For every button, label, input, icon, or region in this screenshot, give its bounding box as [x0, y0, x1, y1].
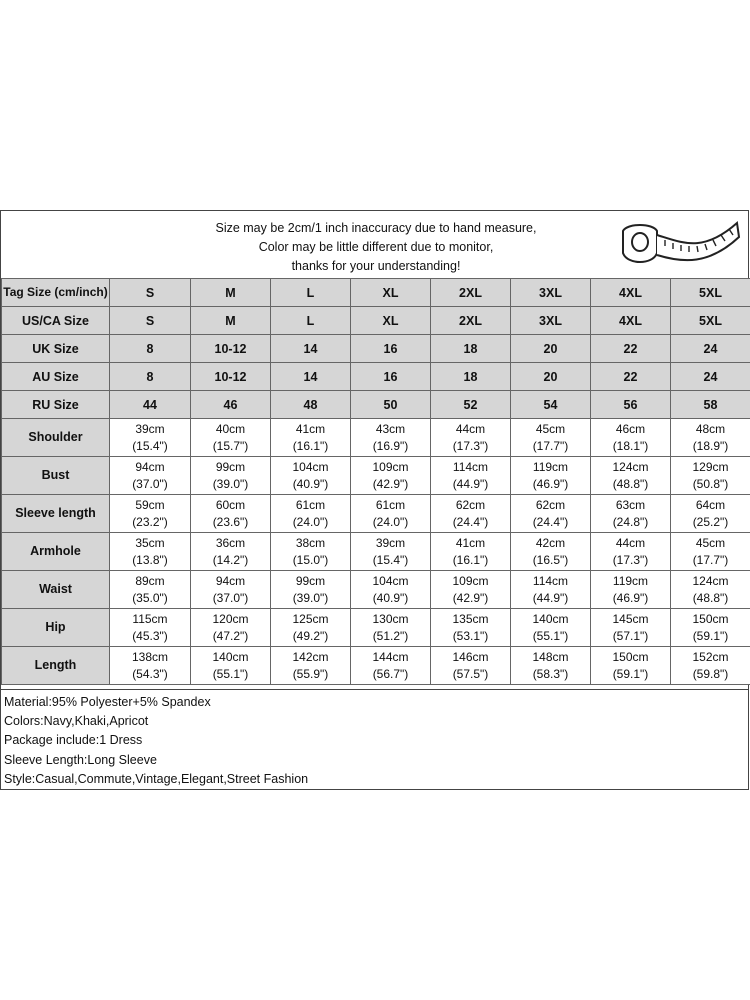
table-cell: 10-12 [191, 363, 271, 391]
cell-cm-value: 150cm [692, 611, 729, 626]
cell-inch-value: (16.1") [452, 552, 489, 567]
table-cell: 56 [591, 391, 671, 419]
table-cell: 10-12 [191, 335, 271, 363]
table-cell [511, 495, 591, 533]
table-cell: 24 [671, 363, 750, 391]
cell-inch-value: (53.1") [452, 628, 489, 643]
cell-cm-value: 119cm [532, 459, 569, 474]
cell-inch-value: (14.2") [212, 552, 249, 567]
table-cell: 46 [191, 391, 271, 419]
table-cell [271, 609, 351, 647]
cell-cm-value: 41cm [455, 535, 486, 550]
cell-cm-value: 152cm [692, 649, 729, 664]
table-cell: L [271, 307, 351, 335]
cell-cm-value: 36cm [215, 535, 246, 550]
table-cell [191, 609, 271, 647]
cell-cm-value: 144cm [372, 649, 409, 664]
table-cell: 8 [110, 363, 191, 391]
cell-inch-value: (39.0") [212, 476, 249, 491]
table-cell [511, 457, 591, 495]
cell-inch-value: (17.7") [692, 552, 729, 567]
row-label: Length [2, 647, 110, 685]
row-label: Bust [2, 457, 110, 495]
table-cell [351, 457, 431, 495]
table-cell [351, 647, 431, 685]
cell-inch-value: (13.8") [132, 552, 168, 567]
table-cell [271, 495, 351, 533]
table-cell [511, 571, 591, 609]
cell-inch-value: (59.8") [692, 666, 729, 681]
cell-cm-value: 60cm [215, 497, 246, 512]
table-cell [110, 609, 191, 647]
table-row [2, 307, 750, 335]
table-cell [191, 533, 271, 571]
table-cell [351, 571, 431, 609]
cell-inch-value: (46.9") [532, 476, 569, 491]
table-row [2, 419, 750, 457]
product-info [1, 689, 748, 789]
table-row-tag-size [2, 279, 750, 307]
cell-cm-value: 62cm [535, 497, 566, 512]
size-chart [0, 210, 749, 790]
cell-inch-value: (25.2") [692, 514, 729, 529]
cell-cm-value: 109cm [452, 573, 489, 588]
table-cell [351, 609, 431, 647]
cell-cm-value: 48cm [695, 421, 726, 436]
cell-cm-value: 42cm [535, 535, 566, 550]
cell-cm-value: 120cm [212, 611, 249, 626]
cell-cm-value: 94cm [215, 573, 246, 588]
cell-cm-value: 61cm [375, 497, 406, 512]
row-label: Shoulder [2, 419, 110, 457]
table-cell: M [191, 307, 271, 335]
table-cell [271, 533, 351, 571]
table-cell [431, 419, 511, 457]
cell-cm-value: 63cm [615, 497, 646, 512]
table-cell [671, 647, 750, 685]
cell-inch-value: (49.2") [292, 628, 329, 643]
cell-cm-value: 129cm [692, 459, 729, 474]
cell-cm-value: 39cm [375, 535, 406, 550]
table-cell [591, 495, 671, 533]
cell-inch-value: (24.0") [292, 514, 329, 529]
cell-inch-value: (59.1") [692, 628, 729, 643]
cell-inch-value: (15.0") [292, 552, 329, 567]
table-cell: 18 [431, 335, 511, 363]
table-cell [671, 571, 750, 609]
size-header-cell: M [191, 279, 271, 307]
table-cell [591, 533, 671, 571]
cell-inch-value: (16.5") [532, 552, 569, 567]
table-cell [431, 457, 511, 495]
cell-inch-value: (24.4") [532, 514, 569, 529]
table-cell [511, 419, 591, 457]
cell-inch-value: (42.9") [372, 476, 409, 491]
size-table [1, 278, 750, 685]
table-cell [511, 533, 591, 571]
cell-inch-value: (40.9") [372, 590, 409, 605]
info-sleeve-length: Sleeve Length:Long Sleeve [4, 752, 157, 767]
cell-cm-value: 39cm [135, 421, 165, 436]
table-cell: 50 [351, 391, 431, 419]
cell-inch-value: (40.9") [292, 476, 329, 491]
table-row [2, 457, 750, 495]
table-cell [431, 571, 511, 609]
cell-inch-value: (37.0") [212, 590, 249, 605]
cell-cm-value: 114cm [532, 573, 569, 588]
size-header-cell: XL [351, 279, 431, 307]
table-cell [271, 457, 351, 495]
cell-cm-value: 140cm [212, 649, 249, 664]
table-cell [110, 571, 191, 609]
cell-inch-value: (16.9") [372, 438, 409, 453]
cell-inch-value: (50.8") [692, 476, 729, 491]
table-cell: 8 [110, 335, 191, 363]
table-cell [191, 495, 271, 533]
cell-cm-value: 145cm [612, 611, 649, 626]
cell-inch-value: (16.1") [292, 438, 329, 453]
table-cell: 2XL [431, 307, 511, 335]
info-material: Material:95% Polyester+5% Spandex [4, 695, 211, 709]
cell-inch-value: (57.1") [612, 628, 649, 643]
cell-cm-value: 140cm [532, 611, 569, 626]
cell-inch-value: (17.7") [532, 438, 569, 453]
cell-inch-value: (17.3") [612, 552, 649, 567]
cell-inch-value: (44.9") [452, 476, 489, 491]
cell-inch-value: (46.9") [612, 590, 649, 605]
cell-cm-value: 45cm [535, 421, 566, 436]
row-label: Hip [2, 609, 110, 647]
cell-inch-value: (15.7") [212, 438, 249, 453]
table-row [2, 335, 750, 363]
chart-header [1, 211, 748, 279]
cell-inch-value: (44.9") [532, 590, 569, 605]
cell-cm-value: 104cm [292, 459, 329, 474]
table-cell: 14 [271, 363, 351, 391]
cell-cm-value: 43cm [375, 421, 406, 436]
row-label: Sleeve length [2, 495, 110, 533]
size-header-cell: 5XL [671, 279, 750, 307]
table-cell: S [110, 307, 191, 335]
table-cell [271, 571, 351, 609]
table-cell: 22 [591, 363, 671, 391]
header-line: thanks for your understanding! [291, 259, 461, 273]
cell-cm-value: 138cm [131, 649, 169, 664]
table-row [2, 533, 750, 571]
info-style: Style:Casual,Commute,Vintage,Elegant,Street Fashion [4, 771, 309, 786]
table-cell [591, 647, 671, 685]
cell-cm-value: 142cm [292, 649, 329, 664]
cell-cm-value: 124cm [612, 459, 649, 474]
cell-cm-value: 146cm [452, 649, 489, 664]
size-header-cell: 4XL [591, 279, 671, 307]
cell-inch-value: (35.0") [132, 590, 168, 605]
table-cell: 16 [351, 363, 431, 391]
table-cell: XL [351, 307, 431, 335]
table-cell [591, 457, 671, 495]
cell-cm-value: 61cm [295, 497, 326, 512]
size-header-cell: L [271, 279, 351, 307]
cell-cm-value: 125cm [292, 611, 329, 626]
table-cell [351, 533, 431, 571]
cell-inch-value: (23.2") [132, 514, 168, 529]
cell-inch-value: (24.0") [372, 514, 409, 529]
table-cell: 22 [591, 335, 671, 363]
table-cell: 4XL [591, 307, 671, 335]
cell-inch-value: (56.7") [372, 666, 409, 681]
table-cell: 16 [351, 335, 431, 363]
cell-inch-value: (42.9") [452, 590, 489, 605]
cell-cm-value: 35cm [135, 535, 165, 550]
cell-cm-value: 135cm [452, 611, 489, 626]
table-cell [671, 533, 750, 571]
size-header-cell: S [110, 279, 191, 307]
cell-inch-value: (15.4") [372, 552, 409, 567]
table-row [2, 647, 750, 685]
cell-inch-value: (48.8") [692, 590, 729, 605]
measuring-tape-icon [613, 213, 743, 273]
row-label: AU Size [2, 363, 110, 391]
cell-cm-value: 150cm [612, 649, 649, 664]
cell-cm-value: 46cm [615, 421, 646, 436]
cell-cm-value: 119cm [612, 573, 649, 588]
table-cell [191, 457, 271, 495]
info-colors: Colors:Navy,Khaki,Apricot [4, 714, 149, 729]
table-cell [431, 533, 511, 571]
table-row [2, 391, 750, 419]
row-label: Waist [2, 571, 110, 609]
cell-cm-value: 148cm [532, 649, 569, 664]
header-line: Color may be little different due to monitor, [258, 240, 494, 254]
cell-cm-value: 130cm [372, 611, 409, 626]
cell-inch-value: (55.9") [292, 666, 329, 681]
size-header-cell: 3XL [511, 279, 591, 307]
table-cell [271, 647, 351, 685]
table-cell: 48 [271, 391, 351, 419]
cell-cm-value: 109cm [372, 459, 409, 474]
table-cell [591, 609, 671, 647]
cell-inch-value: (55.1") [212, 666, 249, 681]
table-cell: 20 [511, 335, 591, 363]
cell-inch-value: (47.2") [212, 628, 249, 643]
table-cell: 5XL [671, 307, 750, 335]
table-row [2, 609, 750, 647]
cell-inch-value: (57.5") [452, 666, 489, 681]
table-cell: 44 [110, 391, 191, 419]
table-cell: 3XL [511, 307, 591, 335]
table-cell [271, 419, 351, 457]
cell-cm-value: 44cm [455, 421, 486, 436]
cell-inch-value: (51.2") [372, 628, 409, 643]
table-cell [671, 609, 750, 647]
table-cell [110, 533, 191, 571]
cell-cm-value: 124cm [692, 573, 729, 588]
table-cell [110, 495, 191, 533]
row-label: UK Size [2, 335, 110, 363]
cell-cm-value: 44cm [615, 535, 646, 550]
table-cell [110, 419, 191, 457]
cell-inch-value: (18.1") [612, 438, 649, 453]
table-cell [671, 457, 750, 495]
table-cell [351, 419, 431, 457]
header-line: Size may be 2cm/1 inch inaccuracy due to hand measure, [215, 221, 537, 235]
cell-cm-value: 41cm [295, 421, 326, 436]
row-label: US/CA Size [2, 307, 110, 335]
row-label: Tag Size (cm/inch) [2, 279, 110, 307]
cell-cm-value: 89cm [135, 573, 165, 588]
table-cell [191, 571, 271, 609]
cell-cm-value: 94cm [135, 459, 165, 474]
cell-inch-value: (59.1") [612, 666, 649, 681]
table-cell [671, 495, 750, 533]
table-cell [431, 609, 511, 647]
table-cell: 52 [431, 391, 511, 419]
cell-inch-value: (18.9") [692, 438, 729, 453]
header-note [161, 219, 591, 276]
table-cell: 24 [671, 335, 750, 363]
table-cell: 58 [671, 391, 750, 419]
size-table-body [2, 279, 750, 685]
table-cell [110, 457, 191, 495]
cell-inch-value: (24.8") [612, 514, 649, 529]
table-cell [591, 571, 671, 609]
table-cell [110, 647, 191, 685]
row-label: RU Size [2, 391, 110, 419]
cell-inch-value: (37.0") [132, 476, 168, 491]
cell-cm-value: 99cm [295, 573, 326, 588]
cell-cm-value: 38cm [295, 535, 326, 550]
cell-cm-value: 104cm [372, 573, 409, 588]
cell-cm-value: 62cm [455, 497, 486, 512]
table-row [2, 495, 750, 533]
info-package: Package include:1 Dress [4, 733, 143, 748]
cell-inch-value: (58.3") [532, 666, 569, 681]
table-cell [191, 647, 271, 685]
table-cell [431, 647, 511, 685]
table-row [2, 363, 750, 391]
table-cell: 20 [511, 363, 591, 391]
table-cell [511, 609, 591, 647]
cell-cm-value: 59cm [135, 497, 165, 512]
table-cell [511, 647, 591, 685]
cell-inch-value: (17.3") [452, 438, 489, 453]
table-cell: 14 [271, 335, 351, 363]
table-cell: 54 [511, 391, 591, 419]
cell-inch-value: (54.3") [132, 666, 168, 681]
cell-inch-value: (48.8") [612, 476, 649, 491]
cell-inch-value: (15.4") [132, 438, 168, 453]
table-cell [351, 495, 431, 533]
table-cell [671, 419, 750, 457]
table-cell [591, 419, 671, 457]
cell-cm-value: 99cm [215, 459, 246, 474]
cell-inch-value: (39.0") [292, 590, 329, 605]
table-cell: 18 [431, 363, 511, 391]
cell-cm-value: 64cm [695, 497, 726, 512]
cell-inch-value: (23.6") [212, 514, 249, 529]
table-row [2, 571, 750, 609]
table-cell [431, 495, 511, 533]
size-header-cell: 2XL [431, 279, 511, 307]
cell-cm-value: 115cm [132, 611, 168, 626]
table-cell [191, 419, 271, 457]
row-label: Armhole [2, 533, 110, 571]
cell-inch-value: (55.1") [532, 628, 569, 643]
cell-inch-value: (45.3") [132, 628, 168, 643]
cell-inch-value: (24.4") [452, 514, 489, 529]
cell-cm-value: 40cm [215, 421, 246, 436]
cell-cm-value: 114cm [452, 459, 489, 474]
cell-cm-value: 45cm [695, 535, 726, 550]
